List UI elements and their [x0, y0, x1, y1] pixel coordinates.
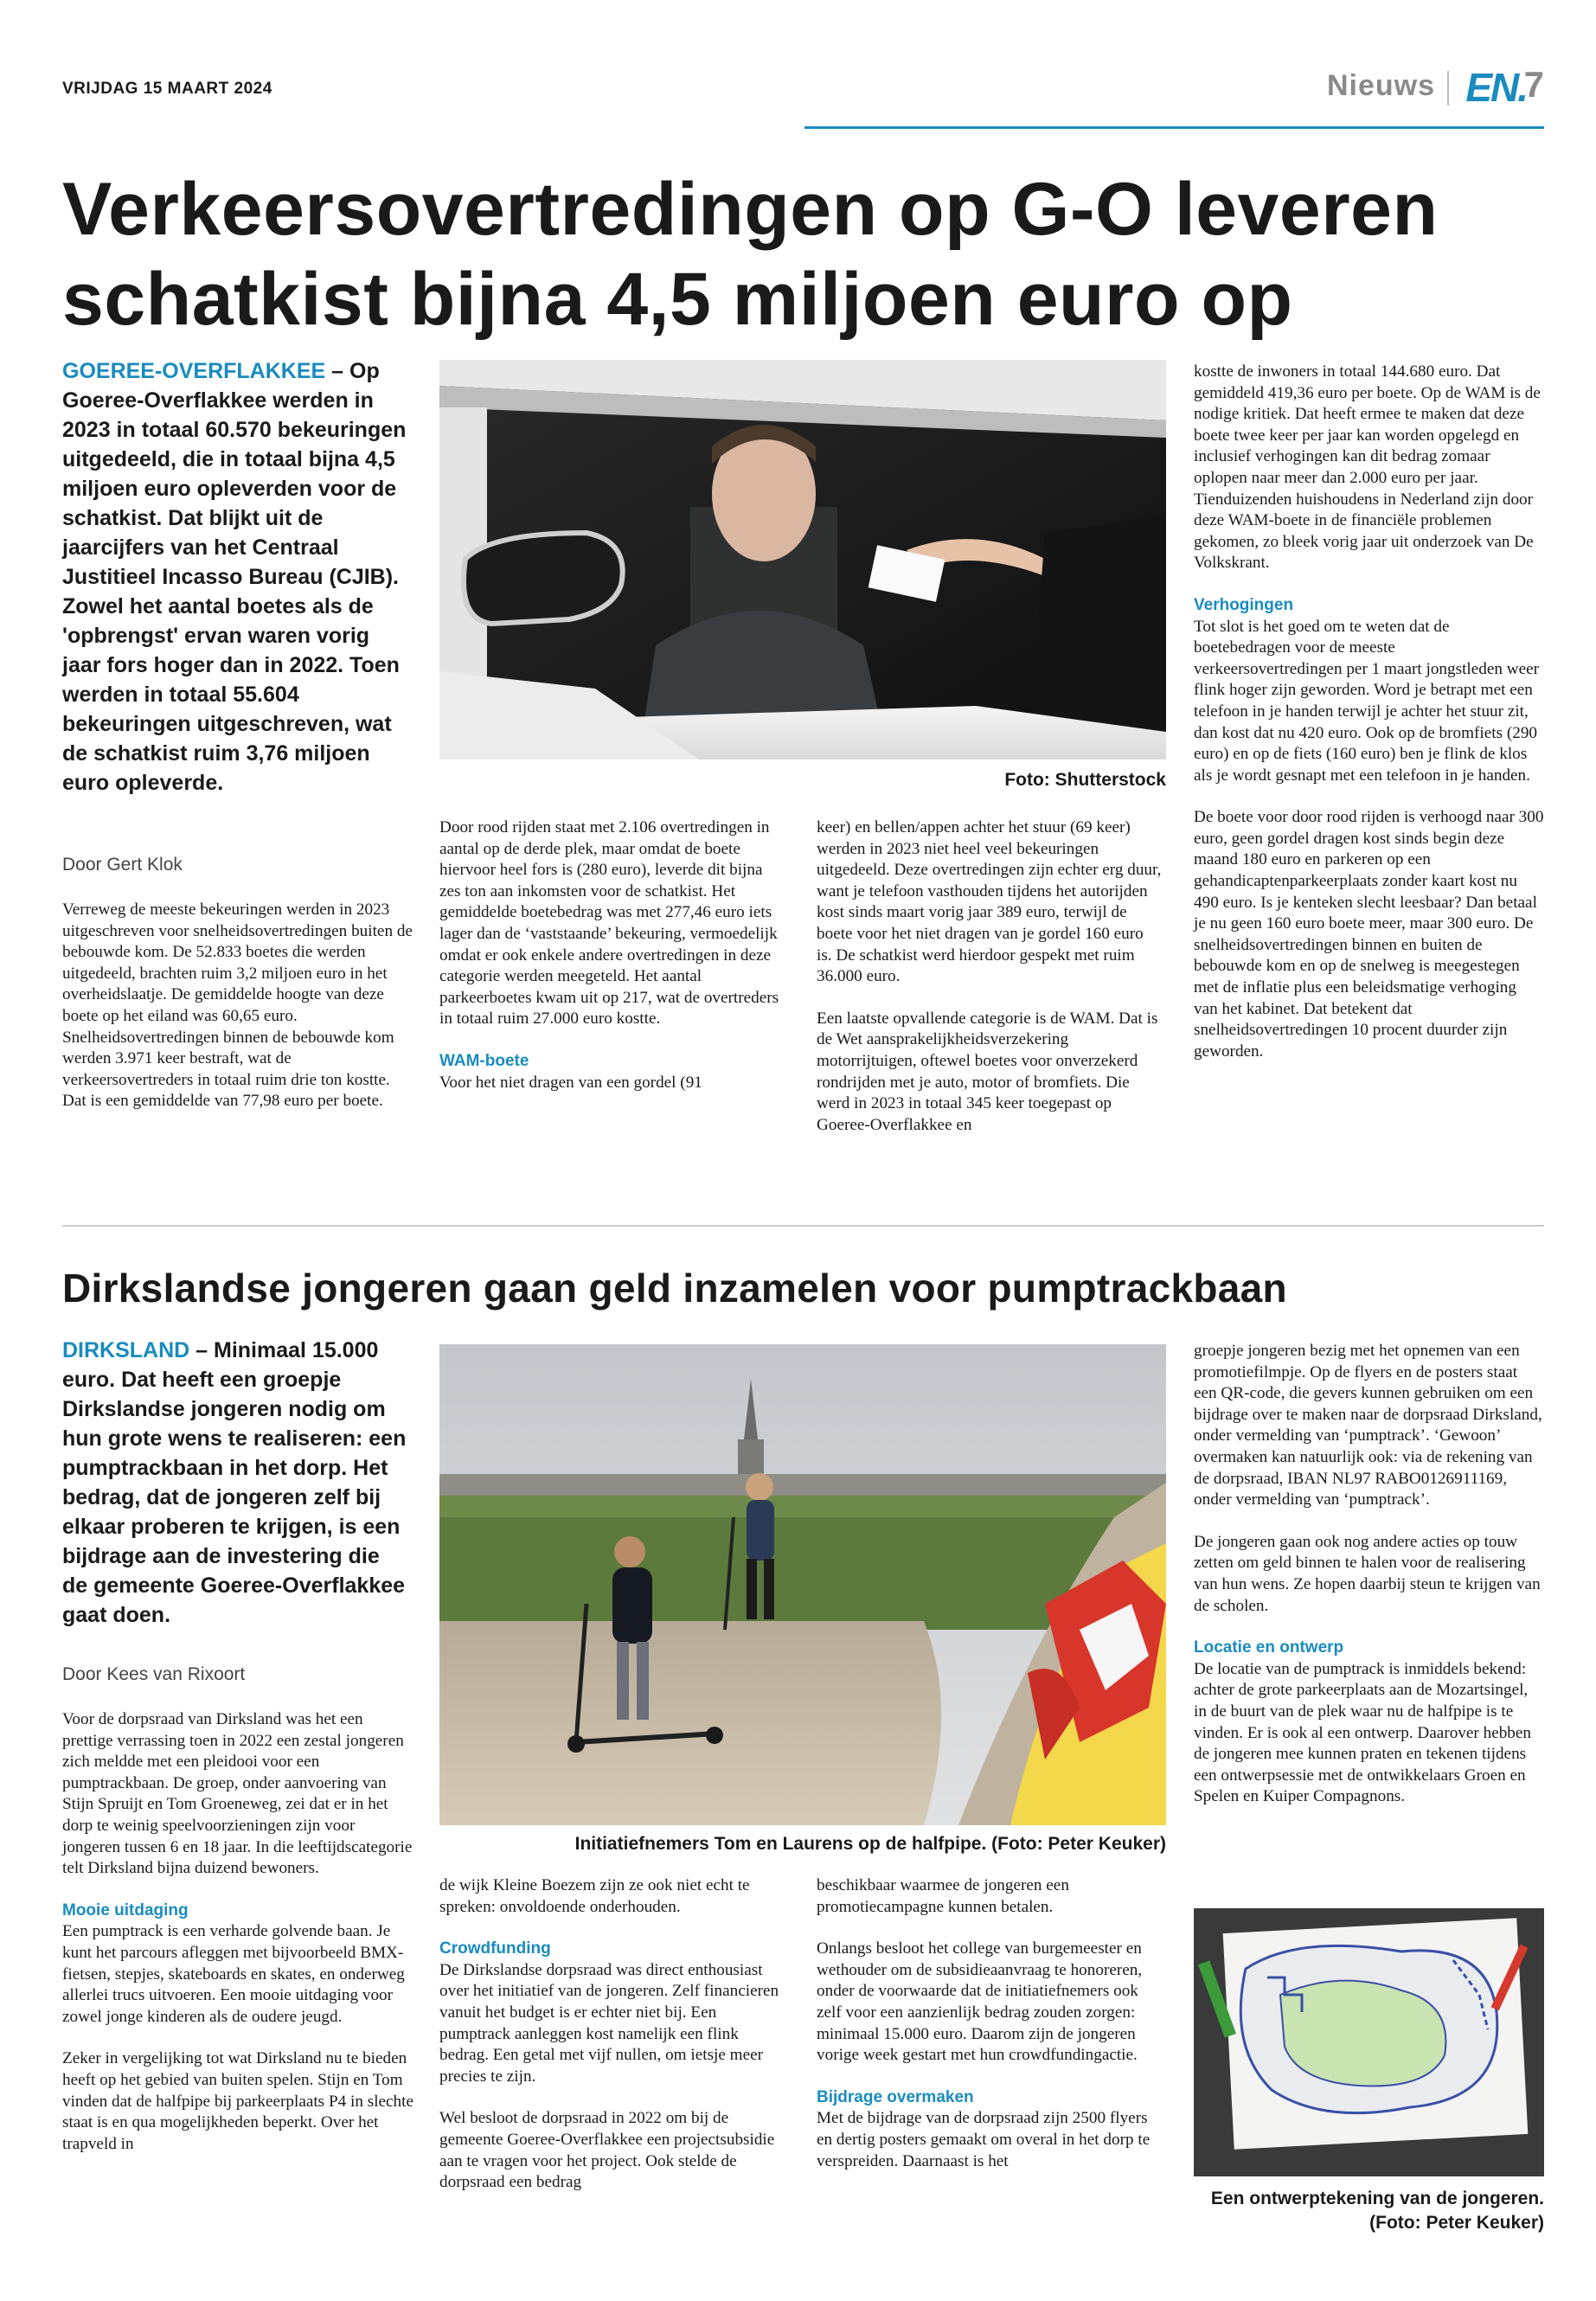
- issue-date: VRIJDAG 15 MAART 2024: [62, 80, 272, 98]
- subheading-verhogingen: Verhogingen: [1194, 595, 1294, 614]
- header-rule: [804, 126, 1544, 129]
- subheading-mooie-uitdaging: Mooie uitdaging: [62, 1900, 189, 1920]
- article2-dateline: DIRKSLAND: [62, 1338, 190, 1362]
- article2-column3: [817, 1875, 1163, 2193]
- subheading-wam-boete: WAM-boete: [439, 1051, 529, 1070]
- design-drawing-caption: Een ontwerptekening van de jongeren. (Foto: Peter Keuker): [1210, 2189, 1544, 2233]
- article2-col3-text-c: Met de bijdrage van de dorpsraad zijn 2500 flyers en dertig posters gemaakt om overal in het dorp te verspreiden. Daarnaast is het: [817, 2109, 1151, 2170]
- article1-headline: Verkeersovertredingen op G-O leveren schatkist bijna 4,5 miljoen euro op: [62, 168, 1439, 341]
- article1-column3: [817, 817, 1163, 1157]
- article2-col4-text-c: De locatie van de pumptrack is inmiddels bekend: achter de grote parkeerplaats aan de Mozartsingel, in de buurt van de plek waar nu de halfpipe is te vinden. Er is ook al een ontwerp. Daarover hebben de jongeren mee kunnen praten en tekenen tijdens een ontwerpsessie met de ontwikkelaars Groen en Spelen en Kuiper Compagnons.: [1194, 1659, 1532, 1806]
- article2-col2-text-c: Wel besloot de dorpsraad in 2022 om bij de gemeente Goeree-Overflakkee een projectsubsidie aan te vragen voor het project. Ook stelde de dorpsraad een bedrag: [439, 2109, 775, 2192]
- section-label[interactable]: Nieuws: [1326, 69, 1435, 102]
- article2-byline: Door Kees van Rixoort: [62, 1664, 246, 1684]
- article1-col3-text-b: Een laatste opvallende categorie is de WAM. Dat is de Wet aansprakelijkheidsverzekering motorrijtuigen, oftewel boetes voor onverzekerd rondrijden met je auto, motor of bromfiets. Die werd in 2023 in totaal 345 keer toegepast op Goeree-Overflakkee en: [817, 1009, 1158, 1134]
- article1-byline: Door Gert Klok: [62, 855, 183, 875]
- article1-column4: [1194, 362, 1544, 1083]
- car-driver-photo: [439, 360, 1166, 760]
- article2-col1-text-a: Voor de dorpsraad van Dirksland was het een prettige verrassing toen in 2022 een zestal jongeren zich meldde met een pleidooi voor een pumptrackbaan. De groep, onder aanvoering van Stijn Spruijt en Tom Groeneweg, zei dat er in het dorp te weinig speelvoorzieningen zijn voor jongeren tussen 6 en 18 jaar. In die leeftijdscategorie telt Dirksland bijna duizend bewoners.: [62, 1710, 413, 1878]
- article2-column2: [439, 1875, 785, 2214]
- article2-col4-text-a: groepje jongeren bezig met het opnemen van een promotiefilmpje. Op de flyers en de posters staat een QR-code, die gevers kunnen gebruiken om een bijdrage over te maken naar de dorpsraad Dirksland, onder vermelding van ‘pumptrack’. ‘Gewoon’ overmaken kan natuurlijk ook: via de rekening van de dorpsraad, IBAN NL97 RABO0126911169, onder vermelding van ‘pumptrack’.: [1194, 1342, 1542, 1509]
- article1-col4-text-b: Tot slot is het goed om te weten dat de boetebedragen voor de meeste verkeersovertredingen per 1 maart jongstleden weer flink hoger zijn geworden. Word je betrapt met een telefoon in je handen terwijl je achter het stuur zit, dan kost dat nu 420 euro. Ook op de bromfiets (290 euro) en op de fiets (160 euro) ben je flink de klos als je wordt gesnapt met een telefoon in je handen.: [1194, 617, 1540, 785]
- article1-col3-text-a: keer) en bellen/appen achter het stuur (69 keer) werden in 2023 niet heel veel bekeuringen uitgedeeld. Deze overtredingen zijn echter erg duur, want je telefoon vasthouden tijdens het autorijden kost sinds maart vorig jaar 389 euro, terwijl de boete voor het niet dragen van je gordel 160 euro is. De schatkist werd hierdoor gespekt met ruim 36.000 euro.: [817, 818, 1162, 986]
- article2-lead: [62, 1336, 408, 1630]
- article2-col1-text-c: Zeker in vergelijking tot wat Dirksland nu te bieden heeft op het gebied van buiten spelen. Stijn en Tom vinden dat de halfpipe bij parkeerplaats P4 in slechte staat is en qua mogelijkheden beperkt. Over het trapveld in: [62, 2049, 414, 2153]
- article2-col4-text-b: De jongeren gaan ook nog andere acties op touw zetten om geld binnen te halen voor de realisering van hun wens. Ze hopen daarbij steun te krijgen van de scholen.: [1194, 1532, 1541, 1615]
- article1-col4-text-a: kostte de inwoners in totaal 144.680 euro. Dat gemiddeld 419,36 euro per boete. Op de WAM is de nodige kritiek. Dat heeft ermee te maken dat deze boete twee keer per jaar kan worden opgelegd en inclusief verhogingen kan dit bedrag zomaar oplopen naar meer dan 2.000 euro per jaar. Tienduizenden huishoudens in Nederland zijn door deze WAM-boete in de financiële problemen gekomen, zo bleek vorig jaar uit onderzoek van De Volkskrant.: [1194, 362, 1541, 573]
- article1-col1-text: Verreweg de meeste bekeuringen werden in 2023 uitgeschreven voor snelheidsovertredingen buiten de bebouwde kom. De 52.833 boetes die werden uitgedeeld, brachten ruim 3,2 miljoen euro in het overheidslaatje. De gemiddelde hoogte van deze boete op het eiland was 60,65 euro. Snelheidsovertredingen binnen de bebouwde kom werden 3.971 keer bestraft, wat de verkeersovertreders in totaal ruim drie ton kostte. Dat is een gemiddelde van 77,98 euro per boete.: [62, 901, 413, 1111]
- article2-col3-text-b: Onlangs besloot het college van burgemeester en wethouder om de subsidieaanvraag te honoreren, onder de voorwaarde dat de initiatiefnemers ook zelf voor een aanzienlijk bedrag zouden zorgen: minimaal 15.000 euro. Daarom zijn de jongeren vorige week gestart met hun crowdfundingactie.: [817, 1939, 1143, 2065]
- article1-lead-text: – Op Goeree-Overflakkee werden in 2023 in totaal 60.570 bekeuringen uitgedeeld, die in totaal bijna 4,5 miljoen euro opleverden voor de schatkist. Dat blijkt uit de jaarcijfers van het Centraal Justitieel Incasso Bureau (CJIB). Zowel het aantal boetes als de 'opbrengst' ervan waren vorig jaar fors hoger dan in 2022. Toen werden in totaal 55.604 bekeuringen uitgeschreven, wat de schatkist ruim 3,76 miljoen euro opleverde.: [62, 359, 407, 795]
- article2-col3-text-a: beschikbaar waarmee de jongeren een promotiecampagne kunnen betalen.: [817, 1876, 1069, 1916]
- article1-photo-caption: Foto: Shutterstock: [1004, 770, 1166, 790]
- design-drawing-photo: [1194, 1908, 1544, 2176]
- article2-photo: [439, 1344, 1166, 1825]
- subheading-bijdrage-overmaken: Bijdrage overmaken: [817, 2087, 974, 2106]
- halfpipe-photo: [439, 1344, 1166, 1825]
- page-number: 7: [1523, 64, 1544, 105]
- newspaper-logo: EN.: [1465, 65, 1527, 110]
- article1-column1: [62, 900, 417, 1133]
- subheading-crowdfunding: Crowdfunding: [439, 1939, 551, 1958]
- subheading-locatie-en-ontwerp: Locatie en ontwerp: [1194, 1638, 1344, 1657]
- article2-column1: [62, 1709, 417, 2176]
- article1-col2-text-b: Voor het niet dragen van een gordel (91: [439, 1073, 702, 1092]
- article2-headline: Dirkslandse jongeren gaan geld inzamelen voor pumptrackbaan: [62, 1266, 1287, 1311]
- header-separator: [1447, 71, 1449, 106]
- article1-dateline: GOEREE-OVERFLAKKEE: [62, 359, 326, 383]
- article1-lead: [62, 356, 408, 798]
- article2-lead-text: – Minimaal 15.000 euro. Dat heeft een groepje Dirkslandse jongeren nodig om hun grote wens te realiseren: een pumptrackbaan in het dorp. Het bedrag, dat de jongeren zelf bij elkaar proberen te krijgen, is een bijdrage aan de investering die de gemeente Goeree-Overflakkee gaat doen.: [62, 1338, 407, 1627]
- article2-col2-text-a: de wijk Kleine Boezem zijn ze ook niet echt te spreken: onvoldoende onderhouden.: [439, 1876, 750, 1916]
- article2-column4: [1194, 1341, 1544, 1829]
- article1-col2-text: Door rood rijden staat met 2.106 overtredingen in aantal op de derde plek, maar omdat de boete hiervoor heel fors is (280 euro), leverde dit bijna zes ton aan inkomsten voor de schatkist. Het gemiddelde boetebedrag was met 277,46 euro iets lager dan de ‘vaststaande’ bekeuring, vermoedelijk omdat er ook enkele andere overtredingen in deze categorie werden meegeteld. Het aantal parkeerboetes kwam uit op 217, wat de overtreders in totaal ruim 27.000 euro kostte.: [439, 818, 779, 1029]
- article1-photo: [439, 360, 1166, 760]
- article2-photo-caption: Initiatiefnemers Tom en Laurens op de halfpipe. (Foto: Peter Keuker): [574, 1834, 1166, 1854]
- pumptrack-drawing: [1194, 1908, 1544, 2176]
- article1-col4-text-c: De boete voor door rood rijden is verhoogd naar 300 euro, geen gordel dragen kost sinds begin deze maand 180 euro en parkeren op een gehandicaptenparkeerplaats zonder kaart kost nu 490 euro. Is je kenteken slecht leesbaar? Dan betaal je nu geen 160 euro boete meer, maar 300 euro. De snelheidsovertredingen binnen en buiten de bebouwde kom en op de snelweg is meegestegen met de inflatie plus een beleidsmatige verhoging van het kabinet. Dat betekent dat snelheidsovertredingen 10 procent duurder zijn geworden.: [1194, 808, 1544, 1061]
- article2-col2-text-b: De Dirkslandse dorpsraad was direct enthousiast over het initiatief van de jongeren. Zelf financieren vanuit het budget is er echter niet bij. Een pumptrack aanleggen kost namelijk een flink bedrag. Een getal met vijf nullen, om ietsje meer precies te zijn.: [439, 1960, 779, 2086]
- article2-col1-text-b: Een pumptrack is een verharde golvende baan. Je kunt het parcours afleggen met bijvoorbeeld BMX-fietsen, stepjes, skateboards en skates, en onderweg allerlei trucs uitvoeren. Een mooie uitdaging voor zowel jonge kinderen als de oudere jeugd.: [62, 1922, 405, 2026]
- article-divider: [62, 1225, 1544, 1227]
- article1-column2: [439, 817, 785, 1093]
